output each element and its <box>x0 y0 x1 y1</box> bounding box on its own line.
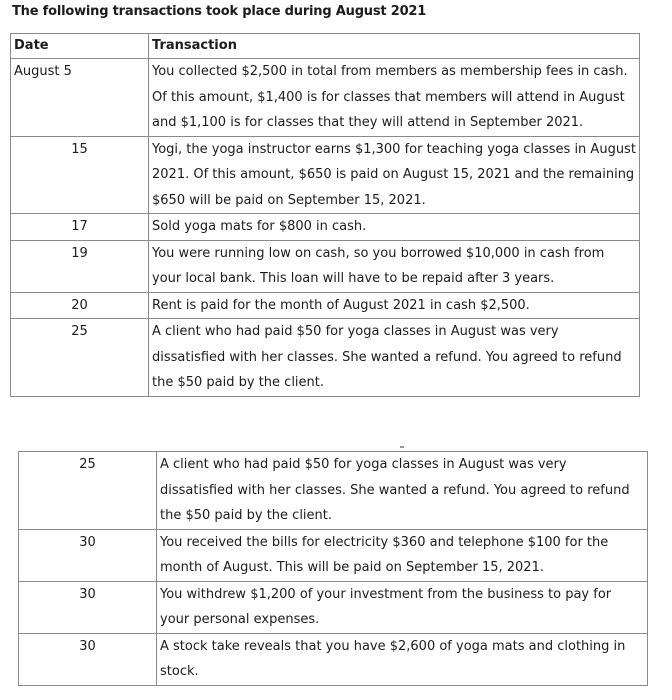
table-row <box>11 136 640 214</box>
date-cell: 19 <box>11 240 149 292</box>
table-row <box>11 292 640 319</box>
transaction-cell: Yogi, the yoga instructor earns $1,300 for teaching yoga classes in August 2021. Of this amount, $650 is paid on August 15, 2021 and the remaining $650 will be paid on September 15, 2021. <box>149 136 640 214</box>
date-header: Date <box>11 34 149 59</box>
date-cell: 25 <box>11 319 149 397</box>
date-cell: 20 <box>11 292 149 319</box>
transaction-header: Transaction <box>149 34 640 59</box>
transaction-cell: A client who had paid $50 for yoga classes in August was very dissatisfied with her classes. She wanted a refund. You agreed to refund the $50 paid by the client. <box>157 452 648 530</box>
table-row <box>19 633 648 685</box>
table-row <box>11 319 640 397</box>
date-cell: 15 <box>11 136 149 214</box>
table-row <box>11 59 640 137</box>
date-cell: 30 <box>19 529 157 581</box>
table-row <box>11 240 640 292</box>
divider-mark <box>400 446 404 448</box>
table-row <box>11 214 640 241</box>
page-heading: The following transactions took place during August 2021 <box>12 4 427 19</box>
transaction-cell: You withdrew $1,200 of your investment from the business to pay for your personal expenses. <box>157 581 648 633</box>
transaction-cell: You collected $2,500 in total from members as membership fees in cash. Of this amount, $1,400 is for classes that members will attend in August and $1,100 is for classes that they will attend in September 2021. <box>149 59 640 137</box>
transaction-cell: Sold yoga mats for $800 in cash. <box>149 214 640 241</box>
transaction-cell: Rent is paid for the month of August 2021 in cash $2,500. <box>149 292 640 319</box>
transaction-cell: A client who had paid $50 for yoga classes in August was very dissatisfied with her classes. She wanted a refund. You agreed to refund the $50 paid by the client. <box>149 319 640 397</box>
date-cell: 25 <box>19 452 157 530</box>
date-cell: 30 <box>19 581 157 633</box>
transaction-cell: You were running low on cash, so you borrowed $10,000 in cash from your local bank. This loan will have to be repaid after 3 years. <box>149 240 640 292</box>
date-cell: 30 <box>19 633 157 685</box>
table-header-row <box>11 34 640 59</box>
transaction-cell: You received the bills for electricity $360 and telephone $100 for the month of August. This will be paid on September 15, 2021. <box>157 529 648 581</box>
transactions-table-2 <box>18 451 648 686</box>
transactions-table-1 <box>10 33 640 397</box>
table-row <box>19 529 648 581</box>
table-row <box>19 452 648 530</box>
transaction-cell: A stock take reveals that you have $2,600 of yoga mats and clothing in stock. <box>157 633 648 685</box>
date-cell: August 5 <box>11 59 149 137</box>
table-row <box>19 581 648 633</box>
date-cell: 17 <box>11 214 149 241</box>
